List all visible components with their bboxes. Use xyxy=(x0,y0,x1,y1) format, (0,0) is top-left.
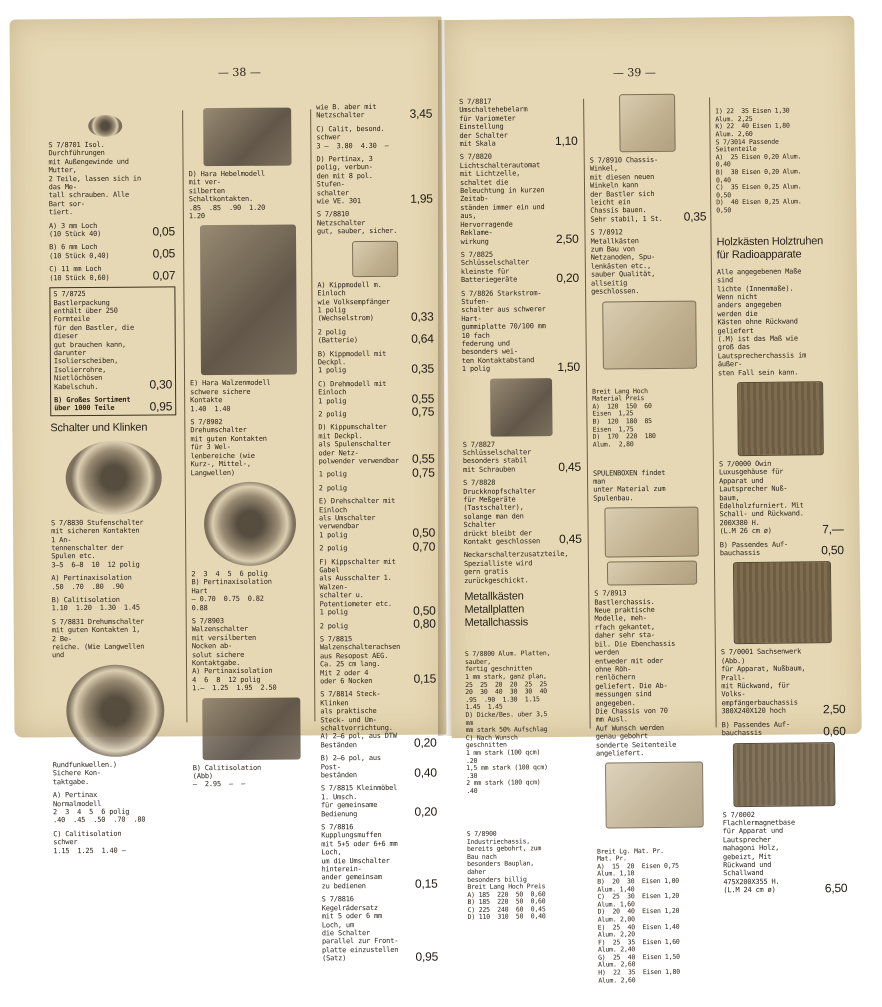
item-rotary-3band-b xyxy=(191,569,309,612)
item-text: A) Kippmodell m. Einloch wie Volksempfänger 1 polig (Wechselstrom) xyxy=(317,280,390,323)
item-rotary-switch xyxy=(52,617,178,660)
item-price: 0,15 xyxy=(414,876,438,891)
item-price: 6,50 xyxy=(824,880,848,895)
item-bastler-chassis xyxy=(594,589,712,758)
item-text: C) Calit, besond. schwer 3 — 3.80 4.30 — xyxy=(316,124,389,151)
bastler-box xyxy=(49,286,176,416)
item-text: B) Passendes Auf- bauchassis xyxy=(719,540,789,558)
item-text: E) Hara Walzenmodell schwere sichere Kontakte 1.40 1.40 xyxy=(190,379,271,413)
column-divider xyxy=(310,109,315,721)
item-text: A) 3 mm Loch (10 Stück 40) xyxy=(48,221,102,239)
right-column-1 xyxy=(459,97,586,942)
page-number-right: — 39 — xyxy=(612,65,656,80)
item-text: S 7/8701 Isol. Durchführungen mit Außengewinde und Mutter, 2 Teile, lassen sich in das Me- tall schrauben. Alle Bart sor- tiert. xyxy=(48,140,145,217)
flat-cabinet-image xyxy=(733,742,836,807)
cam-switch-image xyxy=(202,697,300,760)
item-price: 0,20 xyxy=(413,735,437,750)
item-price: 0,60 xyxy=(823,723,846,738)
item-price: 1,50 xyxy=(557,359,580,374)
item-price: 0,20 xyxy=(556,270,580,285)
item-bastler-chassis-table xyxy=(597,832,715,1000)
right-column-3 xyxy=(715,92,847,900)
item-price: 0,64 xyxy=(411,331,434,346)
item-netswitch xyxy=(317,210,433,236)
item-text: 1 polig xyxy=(318,470,347,479)
item-text: B) Kippmodell mit Deckpl. 1 polig xyxy=(317,349,391,375)
item-text: C) Calitisolation schwer 1.15 1.25 1.40 — xyxy=(53,829,126,855)
item-neckar-note xyxy=(464,550,582,585)
item-price: 3,45 xyxy=(409,106,433,121)
item-side-parts xyxy=(715,92,840,230)
item-text: S 7/8900 Industriechassis, bereits gebohrt, zum Bau nach besonders Bauplan, daher besonders billig Breit Lang Hoch Preis A) 185 220 50 0,60 B) 185 220 50 0,60 C) 225 240 60 0,45 D) 110 310 50 0,40 xyxy=(466,829,546,922)
item-text: S 7/8828 Druckknopfschalter für Meßgeräte (Tastschalter), solange man den Schalter drückt bleibt der Kontakt geschlossen xyxy=(463,478,541,547)
item-text: S 7/8810 Netzschalter gut, sauber, sicher. xyxy=(316,210,398,236)
item-price: 0,05 xyxy=(152,224,176,239)
item-rotary-1pol xyxy=(318,379,434,405)
item-text: D) Hara Hebelmodell mit ver- silberten Schaltkontakten. .85 .85 .90 1.20 1.20 xyxy=(188,169,274,221)
item-text: B) Passendes Auf- bauchassis xyxy=(721,720,790,738)
item-calit-heavy xyxy=(316,124,432,150)
item-hole-a xyxy=(49,221,175,239)
left-page xyxy=(9,17,446,964)
rotary-switch-image xyxy=(66,664,165,757)
luxury-cabinet-image xyxy=(737,381,824,456)
item-text: Alle angegebenen Maße sind lichte (Innenmaße). Wenn nicht anders angegeben werden die Kästen ohne Rückwand geliefert (.M) ist das Maß wie groß das Lautsprecherchassis im äußer- sten Fall sein kann. xyxy=(716,267,811,377)
item-price: 0,70 xyxy=(412,539,436,554)
item-price: 0,35 xyxy=(683,209,707,224)
item-toggle-changeover xyxy=(318,423,434,466)
item-text: S 7/8826 Starkstrom-Stufen- schalter aus schwerer Hart- gummiplatte 70/100 mm 10 fach federung und besonders wei- ten Kontaktabstand 1 polig xyxy=(461,288,550,374)
left-column-3 xyxy=(316,103,438,968)
item-price: 2,50 xyxy=(822,701,846,716)
item-price: 7,— xyxy=(822,521,844,536)
item-bastler-large xyxy=(54,395,172,413)
item-price: 0,50 xyxy=(821,543,844,558)
item-text: D) Pertinax, 3 polig, verbun- den mit 8 pol. Stufen- schalter wie VE. 301 xyxy=(316,154,377,206)
item-cam-switch xyxy=(192,616,311,692)
item-feedthrough xyxy=(48,140,175,217)
item-flat-cabinet xyxy=(723,809,848,894)
item-text: Breit Lang Hoch Material Preis A) 120 150 60 Eisen 1,25 B) 120 180 85 Eisen 1,75 D) 170 220 180 Alum. 2,80 xyxy=(592,386,664,449)
item-text: A) Pertinaxisolation .50 .70 .80 .90 xyxy=(51,573,132,591)
item-metal-boxes xyxy=(590,228,707,296)
item-luxury-chassis xyxy=(720,540,844,558)
item-price: 0,80 xyxy=(413,616,436,631)
item-text: S 7/8820 Lichtschalterautomat mit Lichtzelle, schaltet die Beleuchtung in kurzen Zeitab- ständen immer ein und aus, Hervorragende Reklame- wirkung xyxy=(459,153,549,246)
item-alum-plates xyxy=(465,635,585,811)
left-column-1 xyxy=(48,110,179,860)
item-text: S 7/8825 Schlüsselschalter kleinste für Batteriegeräte xyxy=(460,250,530,285)
item-toggle-changeover-1pol xyxy=(318,465,435,480)
item-text: S 7/8902 Drehumschalter mit guten Kontakten für 3 Wel- lenbereiche (wie Kurz-, Mittel-, Langwellen) xyxy=(190,418,271,477)
item-text: S 7/0002 Flachlermagnetbase für Apparat und Lautsprecher mahagoni Holz, gebeizt, Mit Rückwand und Schallwand 475X200X355 H. (L.M 24 cm ø) xyxy=(722,810,795,895)
item-bastler-small xyxy=(53,289,172,391)
lever-switch-image xyxy=(203,108,291,167)
item-step-switch xyxy=(51,518,177,569)
item-toggle-2pol xyxy=(318,327,434,345)
chassis-angle-image xyxy=(619,94,676,153)
item-push-button xyxy=(463,478,582,546)
item-text: B) 2—6 pol, aus Post- beständen xyxy=(320,754,385,780)
item-text: B) Calitisolation 1.10 1.20 1.30 1.45 xyxy=(51,595,140,613)
column-divider xyxy=(182,110,187,722)
item-price: 0,45 xyxy=(559,532,582,547)
item-text: S 7/8903 Walzenschalter mit versilberten Nocken ab- solut sichere Kontaktgabe. A) Pertinaxisolation 4 6 8 12 polig 1.— 1.25 1.95 2.50 xyxy=(191,616,277,693)
item-price: 0,95 xyxy=(415,949,439,964)
item-light-automat xyxy=(460,152,579,246)
item-text: 2 3 4 5 6 polig B) Pertinaxisolation Hart — 0.70 0.75 0.82 0.88 xyxy=(191,569,276,612)
item-text: S 7/0001 Sachsenwerk (Abb.) für Apparat, Nußbaum, Prall- mit Rückwand, für Volks- empfängerbauchassis 380X240X120 hoch xyxy=(720,647,810,716)
item-price: 0,95 xyxy=(149,399,173,414)
item-text: S 7/8817 Umschaltehebelarm für Variometer Einstellung der Schalter mit Skala xyxy=(459,97,528,149)
item-with-netswitch xyxy=(316,103,432,121)
item-text: C) 11 mm Loch (10 Stück 0,60) xyxy=(49,265,110,282)
sachsenwerk-cabinet-image xyxy=(733,562,832,645)
item-text: S 7/8800 Alum. Platten, sauber, fertig geschnitten 1 mm stark, ganz plan, 25 25 20 20 25 25 20 30 40 30 30 40 .95 .90 1.30 1.15 1.45 1.45 D) Dicke/Bes. uber 3,5 mm mm stark 50% Aufschlag C) Nach Wunsch geschnitten 1 mm stark (100 qcm) .20 1,5 mm stark (100 qcm) .30 2 mm stark (100 qcm) .40 xyxy=(464,649,555,795)
item-pertinax-3pol xyxy=(316,155,432,206)
item-price: 0,75 xyxy=(411,404,435,420)
item-text: S 7/8816 Kegelrädersatz mit 5 oder 6 mm Loch, um die Schalter parallel zur Front- platte einzustellen (Satz) xyxy=(321,895,399,963)
item-price: 0,30 xyxy=(149,377,173,392)
item-text: 2 polig (Batterie) xyxy=(317,327,358,345)
item-text: 2 polig xyxy=(319,544,348,553)
item-jacks-b xyxy=(321,754,437,780)
item-fork-switch-2pol xyxy=(319,616,436,631)
roller-switch-image xyxy=(200,225,297,376)
section-heading-switches: Schalter und Klinken xyxy=(50,421,148,435)
item-text: D) Kippumschalter mit Deckpl. als Spulenschalter oder Netz- polwender verwendbar xyxy=(318,423,399,466)
item-wave-switch-c xyxy=(53,829,179,855)
item-hara-lever xyxy=(189,169,307,220)
item-key-switch xyxy=(463,439,581,474)
item-power-step-switch xyxy=(461,288,580,373)
item-text: I) 22 35 Eisen 1,30 Alum. 2,25 K) 22 40 Eisen 1,80 Alum. 2,60 S 7/3014 Passende Seitenteile A) 25 Eisen 0,20 Alum. 0,40 B) 30 Eisen 0,20 Alum. 0,40 C) 35 Eisen 0,25 Alum. 0,50 D) 40 Eisen 0,25 Alum. 0,50 xyxy=(715,106,806,215)
item-hole-b xyxy=(49,243,175,261)
item-wave-switch-a xyxy=(53,790,179,825)
item-text: B) Großes Sortiment über 1000 Teile xyxy=(54,395,131,413)
item-rotary-3band xyxy=(190,418,308,478)
push-switch-image xyxy=(490,378,553,437)
item-text: F) Kippschalter mit Gabel als Ausschalter 1. Walzen- schalter u. Potentiometer etc. 1 polig xyxy=(319,557,400,617)
item-couplings xyxy=(321,823,437,891)
item-price: 0,55 xyxy=(411,451,435,467)
item-text: 2 polig xyxy=(318,483,347,493)
item-text: S 7/8910 Chassis-Winkel, mit diesen neuen Winkeln kann der Bastler sich leicht ein Chassis bauen. Sehr stabil, 1 St. xyxy=(589,155,663,224)
item-text: Breit Lg. Mat. Pr. Mat. Pr. A) 15 20 Eisen 0,75 Alum. 1,10 B) 20 30 Eisen 1,00 Alum. 1,40 C) 25 30 Eisen 1,20 Alum. 1,60 D) 20 40 Eisen 1,20 Alum. 2,00 E) 25 40 Eisen 1,40 Alum. 2,20 F) 25 35 Eisen 1,60 Alum. 2,40 G) 25 40 Eisen 1,50 Alum. 2,60 H) 22 35 Eisen 1,80 Alum. 2,60 xyxy=(596,846,684,985)
item-rotary-changeover xyxy=(319,497,435,540)
item-text: B) 6 mm Loch (10 Stück 0,40) xyxy=(49,243,110,261)
item-price: 0,40 xyxy=(414,765,437,781)
item-text: wie B. aber mit Netzschalter xyxy=(316,102,377,120)
right-column-2 xyxy=(589,89,715,1005)
item-toggle-plate xyxy=(318,349,434,375)
item-luxury-cabinet xyxy=(719,459,844,536)
item-price: 0,33 xyxy=(410,309,434,324)
item-text: Neckarschalterzusatzteile, Spezialliste wird gern gratis zurückgeschickt. xyxy=(463,550,569,585)
item-text: S 7/8831 Drehumschalter mit guten Kontakten 1, 2 Be- reiche. (Wie Langwellen und xyxy=(51,617,149,660)
item-text: B) Calitisolation (Abb) — 2.95 — — xyxy=(192,763,266,789)
item-price: 1,10 xyxy=(554,134,578,149)
page-number-left: — 38 — xyxy=(217,65,261,80)
item-price: 1,95 xyxy=(410,192,433,207)
item-axles xyxy=(320,634,436,685)
item-text: S 7/8913 Bastlerchassis. Neue praktische Modelle, meh- rfach gekantet, daher sehr sta- bil. Die Ebenchassis werden entweder mit oder ohne Röh- renlöchern geliefert. Die Ab- messungen sind angegeben. Die Chassis von 70 mm Ausl. Auf Wunsch werden genau gebohrt sonderte Seitenteile angeliefert. xyxy=(594,589,681,758)
item-text: Rundfunkwellen.) Sichere Kon- taktgabe. xyxy=(52,760,121,786)
item-toggle-changeover-2pol xyxy=(319,483,435,492)
item-price: 0,05 xyxy=(152,246,176,261)
item-small-parts xyxy=(321,784,437,818)
item-text: 2 polig xyxy=(318,410,347,419)
item-fork-switch xyxy=(319,557,435,617)
item-text: C) Drehmodell mit Einloch 1 polig xyxy=(318,379,391,405)
item-sachsenwerk-chassis xyxy=(722,720,846,738)
item-step-switch-b xyxy=(52,595,178,613)
item-text: SPULENBOXEN findet man unter Material zum Spulenbau. xyxy=(592,468,670,503)
section-heading-metal: Metallkästen Metallplatten Metallchassis xyxy=(464,590,529,630)
item-bevel-gears xyxy=(322,895,438,963)
item-price: 2,50 xyxy=(555,231,579,246)
item-jacks-a xyxy=(320,690,436,750)
item-key-switch-small xyxy=(461,250,579,285)
item-price: 0,15 xyxy=(413,671,437,687)
item-text: S 7/8815 Walzenschalterachsen aus Resopost AEG. Ca. 25 cm lang. Mit 2 oder 4 oder 6 Nocken xyxy=(319,635,401,686)
item-text: S 7/8815 Kleinmöbel 1. Umsch. für gemeinsame Bedienung xyxy=(320,784,402,818)
item-hara-roller xyxy=(190,379,308,413)
item-rotary-2pol xyxy=(318,404,435,420)
item-text: E) Drehschalter mit Einloch als Umschalter verwendbar 1 polig xyxy=(318,497,400,540)
item-wood-note xyxy=(717,267,842,378)
item-toggle-1pol xyxy=(317,280,433,323)
item-price: 0,55 xyxy=(411,391,435,406)
item-hole-c xyxy=(49,265,175,283)
left-column-2 xyxy=(188,103,311,794)
item-price: 0,45 xyxy=(558,459,582,475)
item-price: 0,20 xyxy=(414,804,438,819)
item-price: 0,75 xyxy=(412,465,435,480)
rotary-3band-image xyxy=(204,481,297,566)
item-metal-box-table xyxy=(592,372,709,464)
item-wave-switch xyxy=(53,760,179,786)
catalog-spread xyxy=(8,12,874,985)
item-text: S 7/8814 Steck-Klinken als praktische Steck- und Um- schaltvorrichtung. A) 2—6 pol, aus DTW Beständen xyxy=(320,690,397,750)
item-text: S 7/8827 Schlüsselschalter besonders stabil mit Schrauben xyxy=(462,440,532,474)
item-chassis-angle xyxy=(590,155,707,223)
item-text: A) Pertinax Normalmodell 2 3 4 5 6 polig .40 .45 .50 .70 .80 xyxy=(52,790,146,825)
item-rotary-changeover-2pol xyxy=(319,539,436,554)
metal-box-image xyxy=(602,300,697,369)
item-sachsenwerk xyxy=(721,647,846,716)
item-step-switch-a xyxy=(51,574,177,592)
item-text: S 7/0000 Owin Luxusgehäuse für Apparat und Lautsprecher Nuß- baum, Edelholzfurniert. Mit Schall- und Rückwand. 200X380 H. (L.M 26 cm ø) xyxy=(718,459,804,536)
item-price: 0,35 xyxy=(411,361,434,376)
item-price: 0,50 xyxy=(412,525,436,540)
step-switch-image xyxy=(65,440,162,515)
chassis-plate-image xyxy=(607,561,697,586)
chassis-image-2 xyxy=(605,762,704,829)
item-text: S 7/8725 Bastlerpackung enthält über 250 Formteile für den Bastler, die dieser gut brauchen kann, darunter Isolierscheiben, Isolierrohre, Nietlöchösen Kabelschuh. xyxy=(53,290,138,391)
item-lever-arm xyxy=(459,97,578,149)
feedthrough-image xyxy=(88,115,122,137)
item-text: S 7/8912 Metallkästen zum Bau von Netzanoden, Spu- lenkästen etc., sauber Qualität, allseitig geschlossen. xyxy=(590,228,656,296)
right-page xyxy=(444,16,861,985)
item-price: 0,07 xyxy=(152,268,176,283)
item-price: 0,50 xyxy=(413,603,436,618)
item-coil-boxes xyxy=(593,468,709,503)
netswitch-image xyxy=(352,240,398,276)
item-cam-switch-b xyxy=(193,763,311,789)
item-text: S 7/8830 Stufenschalter mit sicheren Kontakten 1 An- tennenschalter der Spulen etc. 3—5 6—8 10 12 polig xyxy=(50,518,144,570)
section-heading-wood: Holzkästen Holztruhen für Radioapparate xyxy=(716,234,824,262)
item-text: 2 polig xyxy=(319,621,348,630)
item-text: S 7/8816 Kupplungsmuffen mit 5+5 oder 6+6 mm Loch, um die Umschalter hinterein- ander gemeinsam zu bedienen xyxy=(321,823,402,891)
item-industry-chassis xyxy=(467,814,586,937)
chassis-image-1 xyxy=(604,507,699,558)
